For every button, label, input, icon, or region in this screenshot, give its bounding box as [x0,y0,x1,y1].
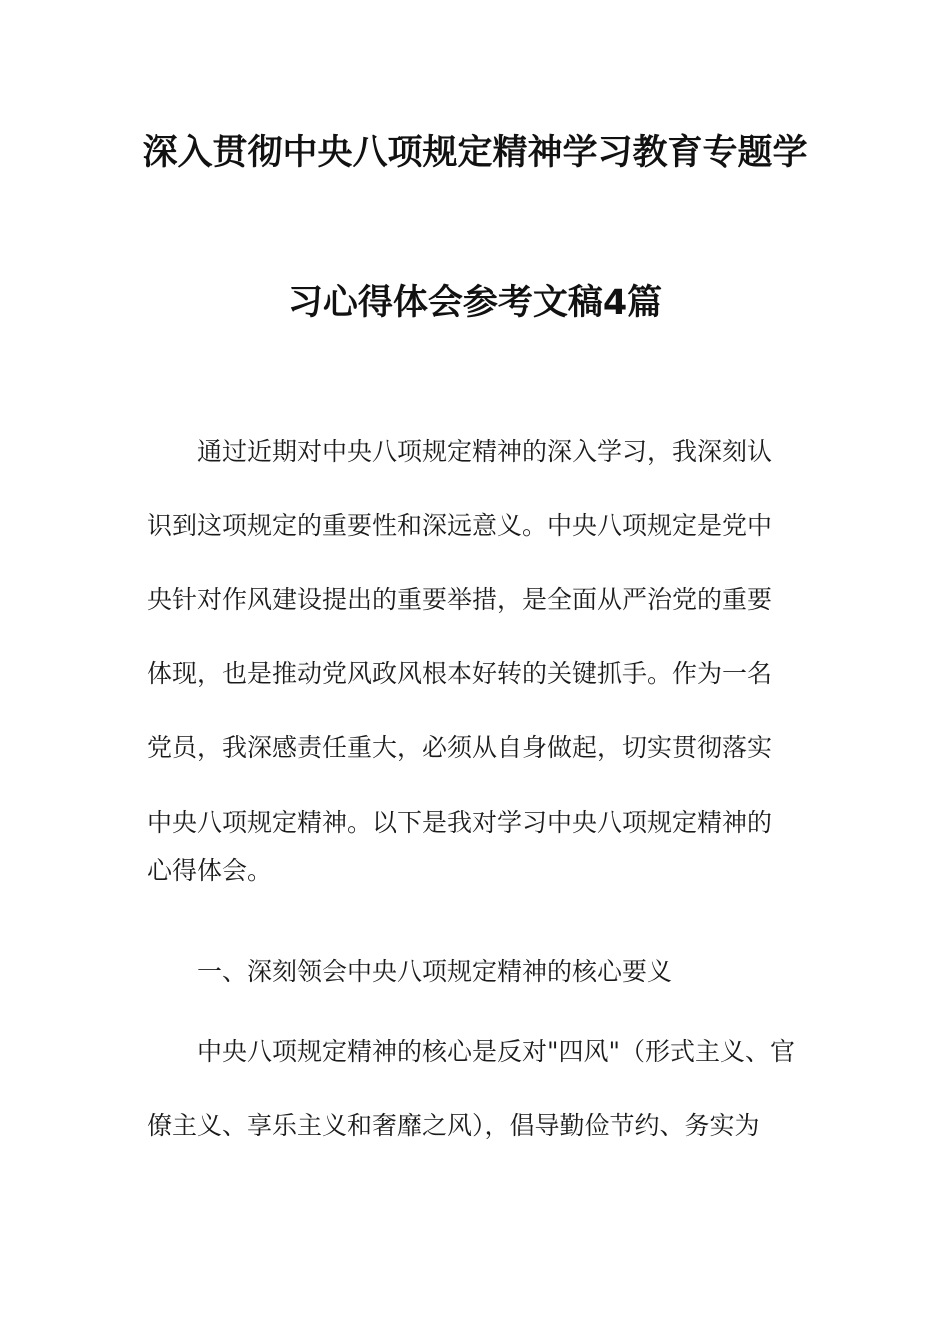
paragraph-line: 心得体会。 [147,856,273,885]
paragraph-line: 中央八项规定精神的核心是反对"四风"（形式主义、官 [197,1037,796,1066]
section-heading: 一、深刻领会中央八项规定精神的核心要义 [197,957,673,986]
paragraph-line: 央针对作风建设提出的重要举措，是全面从严治党的重要 [147,585,773,614]
paragraph-line: 中央八项规定精神。以下是我对学习中央八项规定精神的 [147,808,773,837]
paragraph-line: 僚主义、享乐主义和奢靡之风），倡导勤俭节约、务实为 [147,1111,760,1140]
paragraph-line: 通过近期对中央八项规定精神的深入学习，我深刻认 [197,437,773,466]
paragraph-line: 党员，我深感责任重大，必须从自身做起，切实贯彻落实 [147,733,773,762]
document-title-line-1: 深入贯彻中央八项规定精神学习教育专题学 [142,133,808,173]
paragraph-line: 体现，也是推动党风政风根本好转的关键抓手。作为一名 [147,659,773,688]
document-title-line-2: 习心得体会参考文稿4篇 [287,283,663,323]
paragraph-line: 识到这项规定的重要性和深远意义。中央八项规定是党中 [147,511,773,540]
